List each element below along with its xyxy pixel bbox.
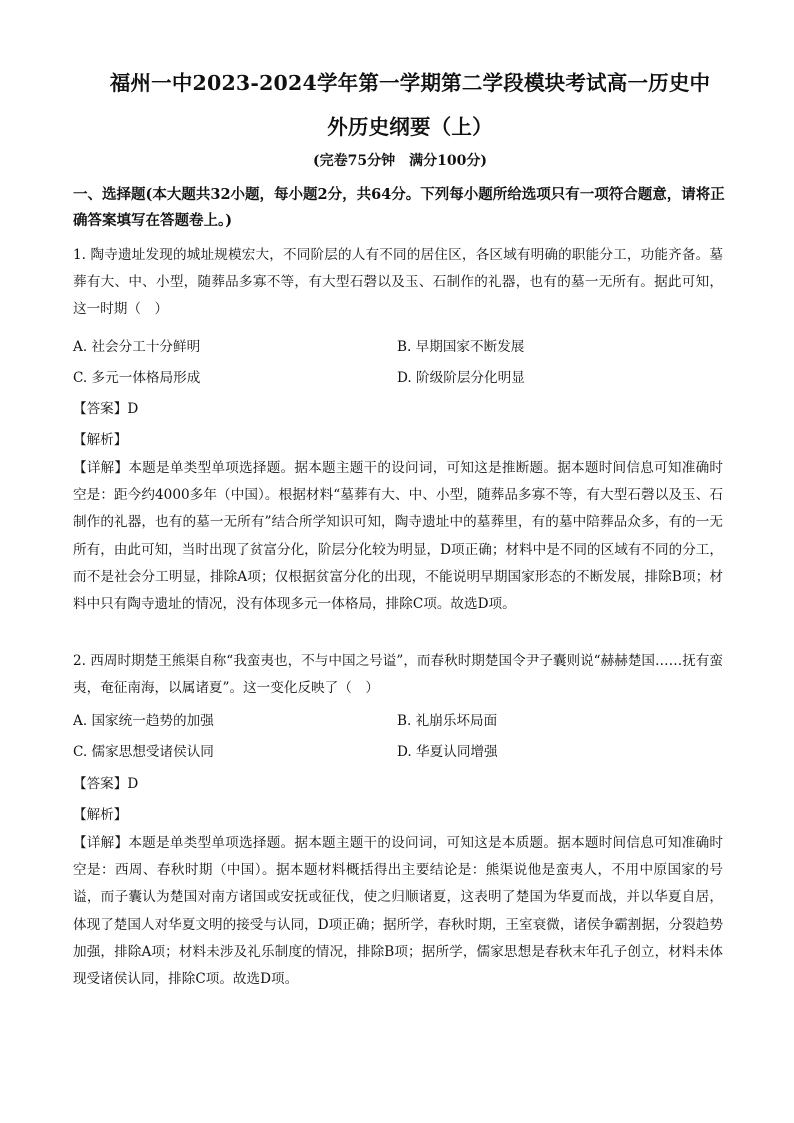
question-2-answer: 【答案】D [73, 776, 139, 792]
exam-info: (完卷75分钟 满分100分) [313, 153, 487, 169]
question-2-option-a[interactable]: A. 国家统一趋势的加强 [73, 713, 214, 729]
page-title-line1: 福州一中2023-2024学年第一学期第二学段模块考试高一历史中 [109, 71, 711, 95]
section-heading: 一、选择题(本大题共32小题，每小题2分，共64分。下列每小题所给选项只有一项符合题意，请将正确答案填写在答题卷上。) [73, 186, 725, 229]
question-2-option-c[interactable]: C. 儒家思想受诸侯认同 [73, 744, 214, 760]
question-1-option-c[interactable]: C. 多元一体格局形成 [73, 370, 201, 386]
question-2-analysis-label: 【解析】 [73, 807, 128, 823]
question-1-stem: 1. 陶寺遗址发现的城址规模宏大，不同阶层的人有不同的居住区，各区域有明确的职能分工，功能齐备。墓葬有大、中、小型，随葬品多寡不等，有大型石磬以及玉、石制作的礼器，也有的墓一无所有。据此可知，这一时期（ ） [73, 247, 723, 318]
question-2-option-d[interactable]: D. 华夏认同增强 [397, 744, 498, 760]
question-1-option-d[interactable]: D. 阶级阶层分化明显 [397, 370, 525, 386]
question-1-answer: 【答案】D [73, 401, 139, 417]
question-1-detail: 【详解】本题是单类型单项选择题。据本题主题干的设问词，可知这是推断题。据本题时间信息可知准确时空是：距今约4000多年（中国）。根据材料“墓葬有大、中、小型，随葬品多寡不等，有大型石磬以及玉、石制作的礼器，也有的墓一无所有”结合所学知识可知，陶寺遗址中的墓葬里，有的墓中陪葬品众多，有的一无所有，由此可知，当时出现了贫富分化，阶层分化较为明显，D项正确；材料中是不同的区域有不同的分工，而不是社会分工明显，排除A项；仅根据贫富分化的出现，不能说明早期国家形态的不断发展，排除B项；材料中只有陶寺遗址的情况，没有体现多元一体格局，排除C项。故选D项。 [73, 460, 723, 613]
question-2-stem: 2. 西周时期楚王熊渠自称“我蛮夷也，不与中国之号谥”，而春秋时期楚国令尹子囊则说“赫赫楚国……抚有蛮夷，奄征南海，以属诸夏”。这一变化反映了（ ） [73, 653, 723, 697]
question-1-option-b[interactable]: B. 早期国家不断发展 [397, 339, 525, 355]
question-2-detail: 【详解】本题是单类型单项选择题。据本题主题干的设问词，可知这是本质题。据本题时间信息可知准确时空是：西周、春秋时期（中国）。据本题材料概括得出主要结论是：熊渠说他是蛮夷人，不用中原国家的号谥，而子囊认为楚国对南方诸国或安抚或征伐，使之归顺诸夏，这表明了楚国为华夏而战，并以华夏自居，体现了楚国人对华夏文明的接受与认同，D项正确；据所学，春秋时期，王室衰微，诸侯争霸割据，分裂趋势加强，排除A项；材料未涉及礼乐制度的情况，排除B项；据所学，儒家思想是春秋末年孔子创立，材料未体现受诸侯认同，排除C项。故选D项。 [73, 835, 723, 988]
page-title-line2: 外历史纲要（上） [327, 115, 493, 139]
question-2-option-b[interactable]: B. 礼崩乐坏局面 [397, 713, 498, 729]
question-1-option-a[interactable]: A. 社会分工十分鲜明 [73, 339, 201, 355]
question-1-analysis-label: 【解析】 [73, 432, 128, 448]
